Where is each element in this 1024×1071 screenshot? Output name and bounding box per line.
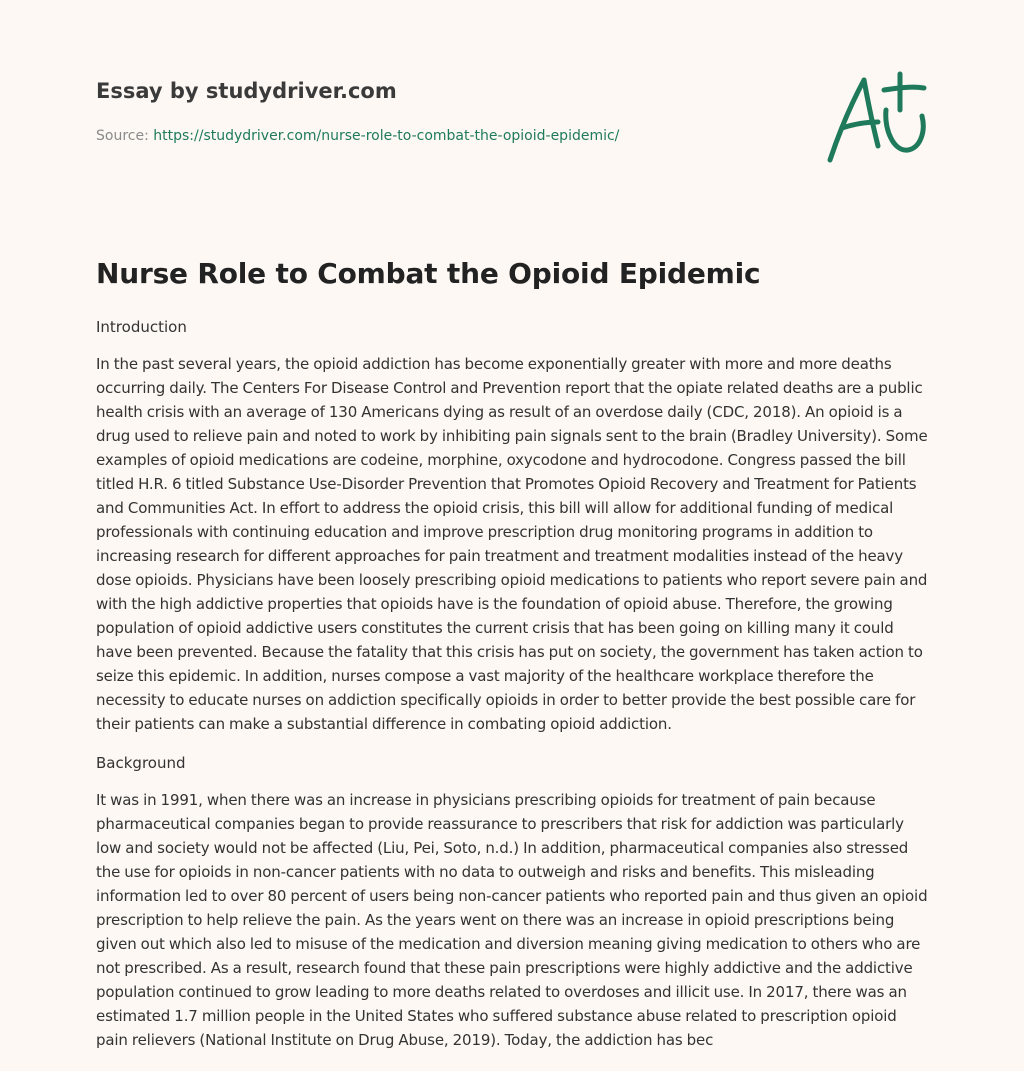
essay-title: Nurse Role to Combat the Opioid Epidemic	[96, 257, 761, 290]
a-plus-logo-icon	[820, 66, 930, 166]
background-paragraph: It was in 1991, when there was an increase in physicians prescribing opioids for treatment of pain because pharmaceutical companies began to provide reassurance to prescribers that risk for addiction was particularly low and society would not be affected (Liu, Pei, Soto, n.d.) In addition, pharmaceutical companies also stressed the use for opioids in non-cancer patients with no data to outweigh and risks and benefits. This misleading information led to over 80 percent of users being non-cancer patients who reported pain and thus given an opioid prescription to help relieve the pain. As the years went on there was an increase in opioid prescriptions being given out which also led to misuse of the medication and diversion meaning giving medication to others who are not prescribed. As a result, research found that these pain prescriptions were highly addictive and the addictive population continued to grow leading to more deaths related to overdoses and illicit use. In 2017, there was an estimated 1.7 million people in the United States who suffered substance abuse related to prescription opioid pain relievers (National Institute on Drug Abuse, 2019). Today, the addiction has bec	[96, 791, 928, 1049]
site-title: Essay by studydriver.com	[96, 79, 397, 103]
section-heading-background: Background	[96, 754, 186, 772]
source-line	[96, 126, 796, 146]
header	[96, 76, 796, 146]
source-link[interactable]: https://studydriver.com/nurse-role-to-combat-the-opioid-epidemic/	[153, 128, 620, 144]
section-heading-introduction: Introduction	[96, 318, 187, 336]
source-label: Source:	[96, 128, 154, 144]
introduction-paragraph: In the past several years, the opioid addiction has become exponentially greater with more and more deaths occurring daily. The Centers For Disease Control and Prevention report that the opiate related deaths are a public health crisis with an average of 130 Americans dying as result of an overdose daily (CDC, 2018). An opioid is a drug used to relieve pain and noted to work by inhibiting pain signals sent to the brain (Bradley University). Some examples of opioid medications are codeine, morphine, oxycodone and hydrocodone. Congress passed the bill titled H.R. 6 titled Substance Use-Disorder Prevention that Promotes Opioid Recovery and Treatment for Patients and Communities Act. In effort to address the opioid crisis, this bill will allow for additional funding of medical professionals with continuing education and improve prescription drug monitoring programs in addition to increasing research for different approaches for pain treatment and treatment modalities instead of the heavy dose opioids. Physicians have been loosely prescribing opioid medications to patients who report severe pain and with the high addictive properties that opioids have is the foundation of opioid abuse. Therefore, the growing population of opioid addictive users constitutes the current crisis that has been going on killing many it could have been prevented. Because the fatality that this crisis has put on society, the government has taken action to seize this epidemic. In addition, nurses compose a vast majority of the healthcare workplace therefore the necessity to educate nurses on addiction specifically opioids in order to better provide the best possible care for their patients can make a substantial difference in combating opioid addiction.	[96, 355, 928, 733]
essay-body	[96, 316, 932, 1068]
